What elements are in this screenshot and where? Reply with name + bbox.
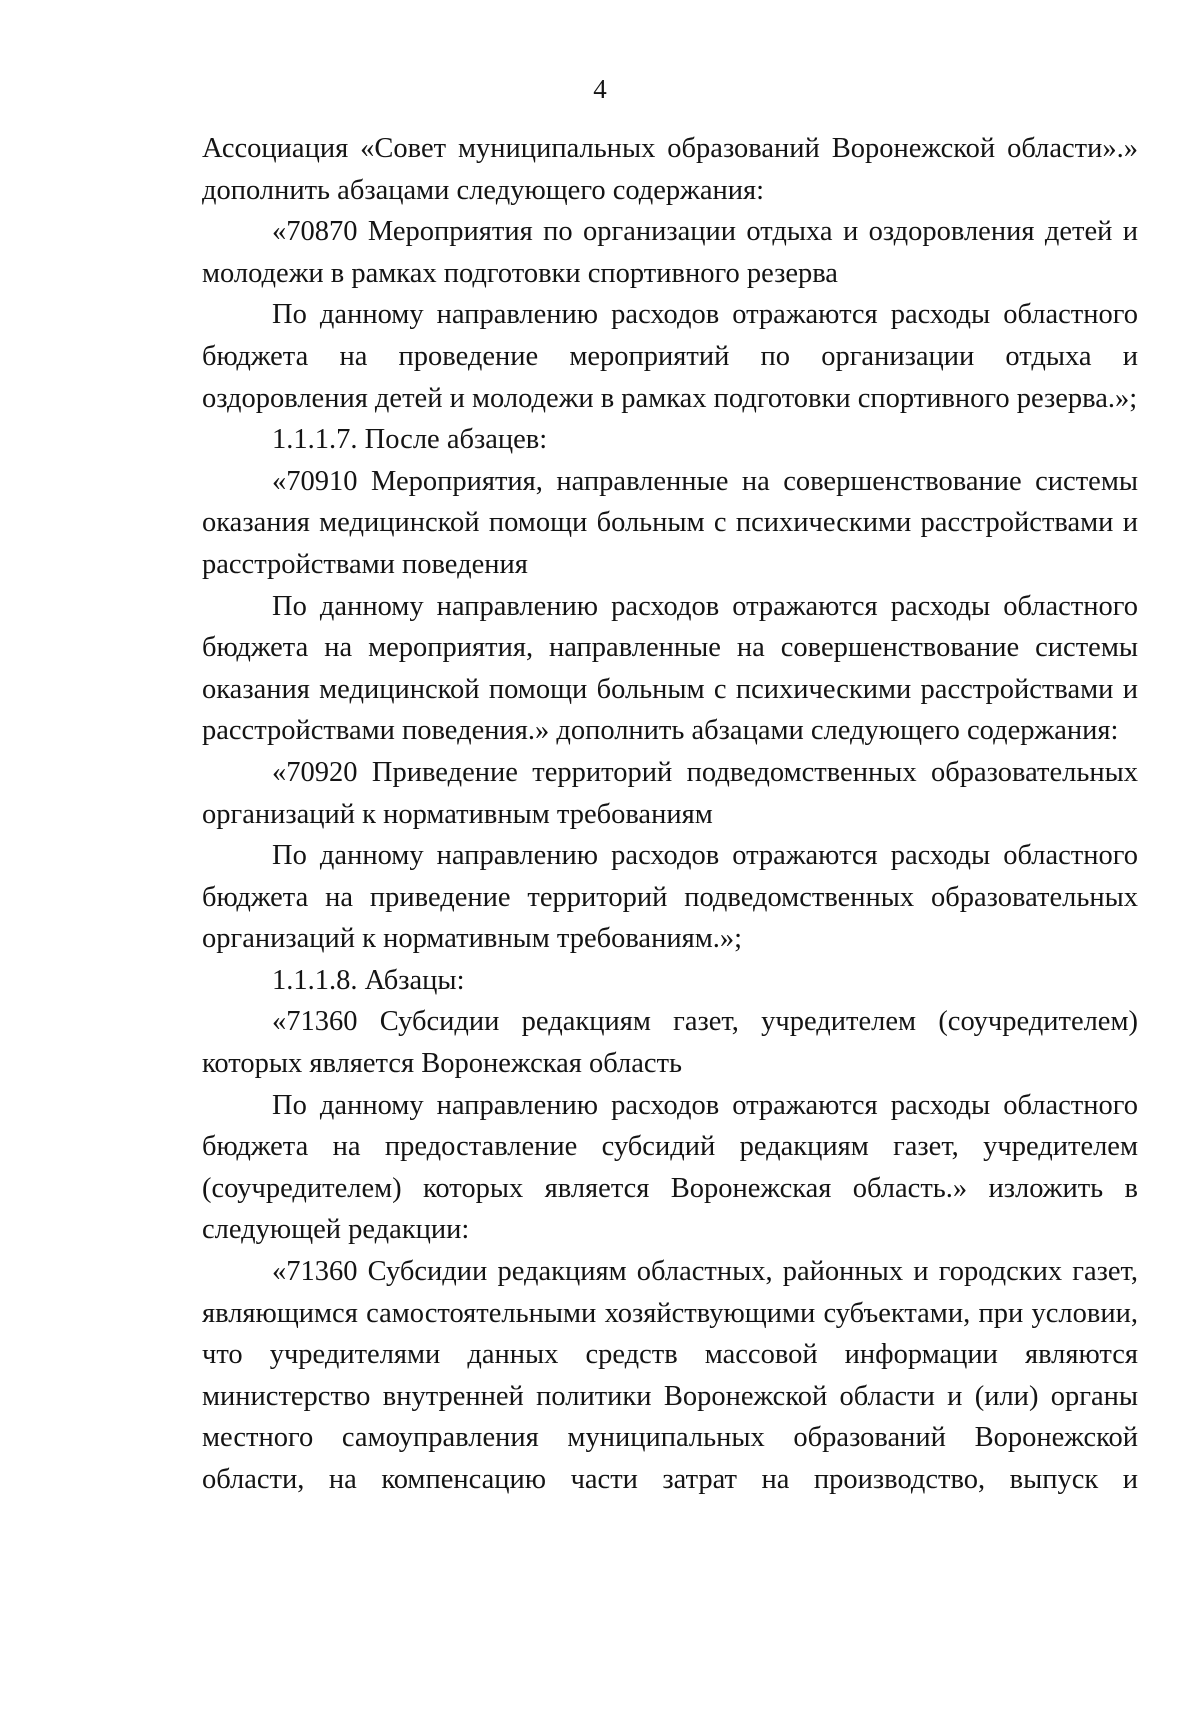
paragraph-70920-description: По данному направлению расходов отражаются расходы областного бюджета на приведение территорий подведомственных образовательных организаций к нормативным требованиям.»;: [202, 840, 1138, 955]
paragraph-70870-description: По данному направлению расходов отражаются расходы областного бюджета на проведение мероприятий по организации отдыха и оздоровления детей и молодежи в рамках подготовки спортивного резерва.»;: [202, 299, 1138, 414]
paragraph-71360-new-heading: «71360 Субсидии редакциям областных, районных и городских газет, являющимся самостоятельными хозяйствующими субъектами, при условии, что учредителями данных средств массовой информации являются министерство внутренней политики Воронежской области и (или) органы местного самоуправления муниципальных образований Воронежской области, на компенсацию части затрат на производство, выпуск и: [202, 1256, 1138, 1495]
page-number: 4: [593, 74, 607, 104]
paragraph-association-continuation: Ассоциация «Совет муниципальных образований Воронежской области».» дополнить абзацами следующего содержания:: [202, 133, 1138, 206]
paragraph-1-1-1-8: 1.1.1.8. Абзацы:: [272, 964, 465, 996]
paragraph-70910-description: По данному направлению расходов отражаются расходы областного бюджета на мероприятия, направленные на совершенствование системы оказания медицинской помощи больным с психическими расстройствами и расстройствами поведения.» дополнить абзацами следующего содержания:: [202, 590, 1138, 747]
paragraph-70870-heading: «70870 Мероприятия по организации отдыха и оздоровления детей и молодежи в рамках подготовки спортивного резерва: [202, 216, 1138, 289]
paragraph-70910-heading: «70910 Мероприятия, направленные на совершенствование системы оказания медицинской помощи больным с психическими расстройствами и расстройствами поведения: [202, 465, 1138, 580]
paragraph-71360-old-description: По данному направлению расходов отражаются расходы областного бюджета на предоставление субсидий редакциям газет, учредителем (соучредителем) которых является Воронежская область.» изложить в следующей редакции:: [202, 1089, 1138, 1246]
document-body: [202, 128, 1138, 1501]
paragraph-70920-heading: «70920 Приведение территорий подведомственных образовательных организаций к нормативным требованиям: [202, 756, 1138, 830]
paragraph-71360-old-heading: «71360 Субсидии редакциям газет, учредителем (соучредителем) которых является Воронежская область: [202, 1006, 1138, 1080]
paragraph-1-1-1-7: 1.1.1.7. После абзацев:: [272, 424, 548, 456]
